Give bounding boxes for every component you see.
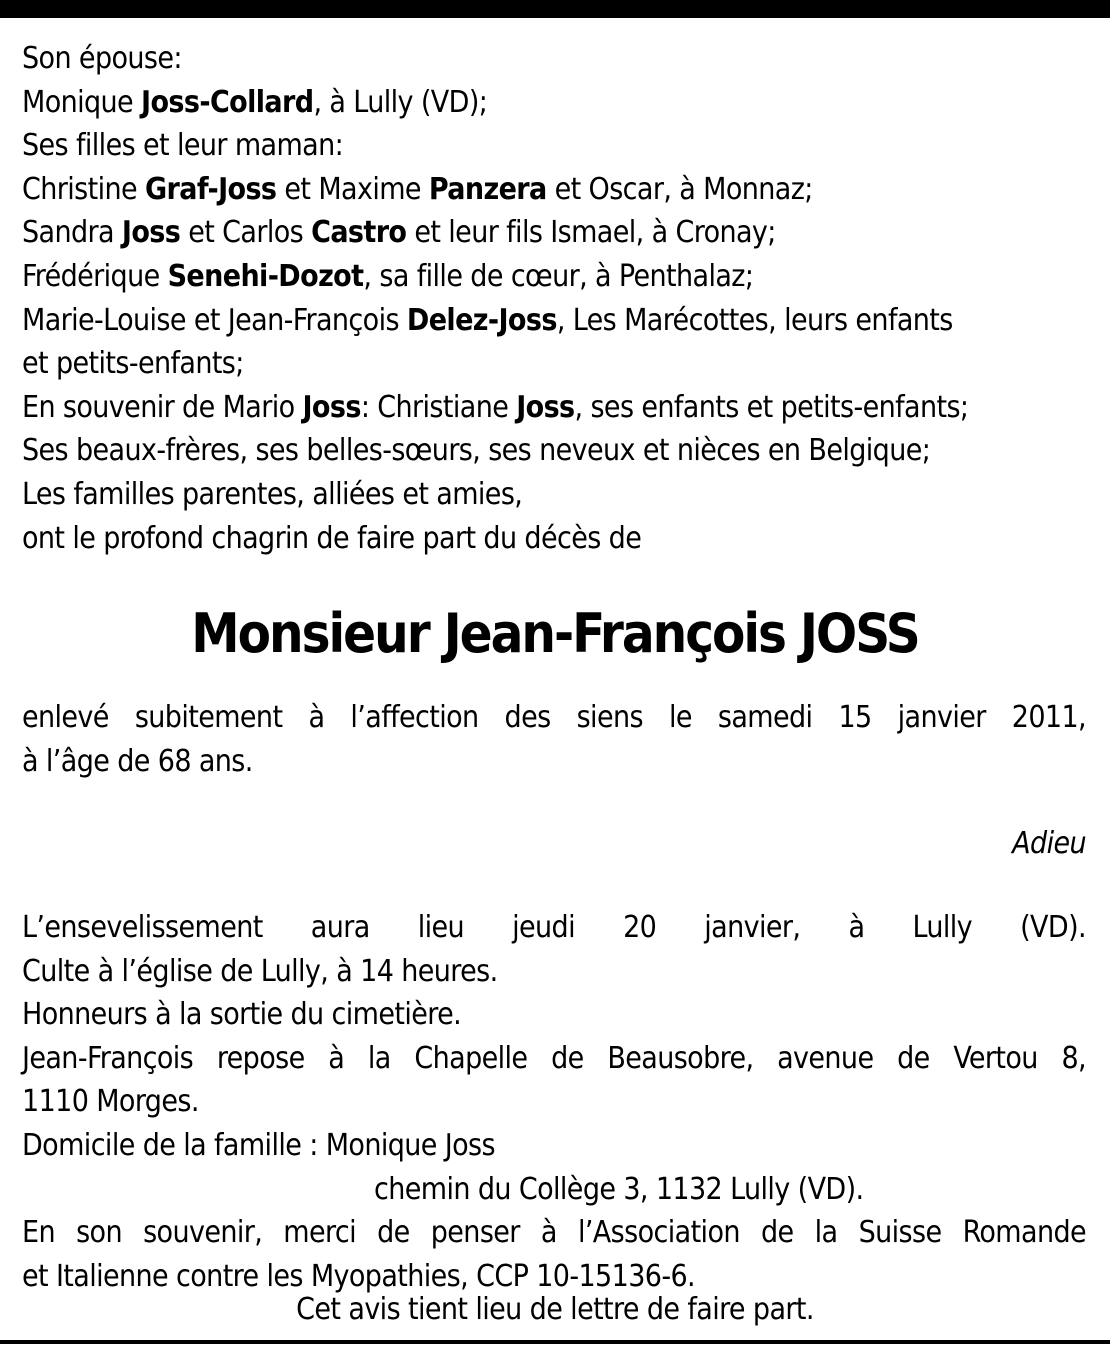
in-laws-line: Ses beaux-frères, ses belles-sœurs, ses neveux et nièces en Belgique; — [22, 433, 931, 469]
resting-place-line-2: 1110 Morges. — [22, 1084, 199, 1120]
closing-note: Cet avis tient lieu de lettre de faire part. — [296, 1292, 814, 1327]
burial-line: L’ensevelissement aura lieu jeudi 20 janvier, à Lully (VD). — [22, 910, 1086, 945]
domicile-name: Monique Joss — [325, 1127, 495, 1163]
sandra-line: Sandra Joss et Carlos Castro et leur fils Ismael, à Cronay; — [22, 215, 776, 251]
spouse-line: Monique Joss-Collard, à Lully (VD); — [22, 84, 488, 120]
death-line-1: enlevé subitement à l’affection des siens le samedi 15 janvier 2011, — [22, 700, 1086, 735]
resting-place-line-1: Jean-François repose à la Chapelle de Beausobre, avenue de Vertou 8, — [22, 1040, 1086, 1076]
death-details — [22, 696, 1086, 783]
mario-line: En souvenir de Mario Joss: Christiane Joss, ses enfants et petits-enfants; — [22, 389, 969, 425]
marie-louise-line: Marie-Louise et Jean-François Delez-Joss, Les Marécottes, leurs enfants — [22, 302, 953, 338]
christine-line: Christine Graf-Joss et Maxime Panzera et Oscar, à Monnaz; — [22, 171, 813, 207]
honours-line: Honneurs à la sortie du cimetière. — [22, 997, 462, 1033]
domicile-label: Domicile de la famille : — [22, 1127, 326, 1163]
spouse-label: Son épouse: — [22, 41, 182, 76]
bottom-border-rule — [0, 1340, 1110, 1344]
daughters-label: Ses filles et leur maman: — [22, 128, 344, 164]
death-line-2: à l’âge de 68 ans. — [22, 743, 253, 779]
families-line: Les familles parentes, alliées et amies, — [22, 476, 523, 512]
family-list — [22, 37, 1086, 560]
deceased-name-heading: Monsieur Jean-François JOSS — [191, 602, 919, 665]
domicile-line — [22, 1124, 1086, 1168]
donation-line-1: En son souvenir, merci de penser à l’Association de la Suisse Romande — [22, 1215, 1086, 1251]
frederique-line: Frédérique Senehi-Dozot, sa fille de cœur, à Penthalaz; — [22, 258, 754, 294]
domicile-address: chemin du Collège 3, 1132 Lully (VD). — [374, 1171, 864, 1207]
funeral-details — [22, 906, 1086, 1298]
marie-louise-continuation: et petits-enfants; — [22, 346, 244, 382]
service-line: Culte à l’église de Lully, à 14 heures. — [22, 953, 498, 989]
top-border-rule — [0, 0, 1110, 18]
donation-line-2: et Italienne contre les Myopathies, CCP 10-15136-6. — [22, 1258, 696, 1294]
announcement-line: ont le profond chagrin de faire part du décès de — [22, 520, 642, 556]
farewell-text: Adieu — [1012, 826, 1086, 861]
